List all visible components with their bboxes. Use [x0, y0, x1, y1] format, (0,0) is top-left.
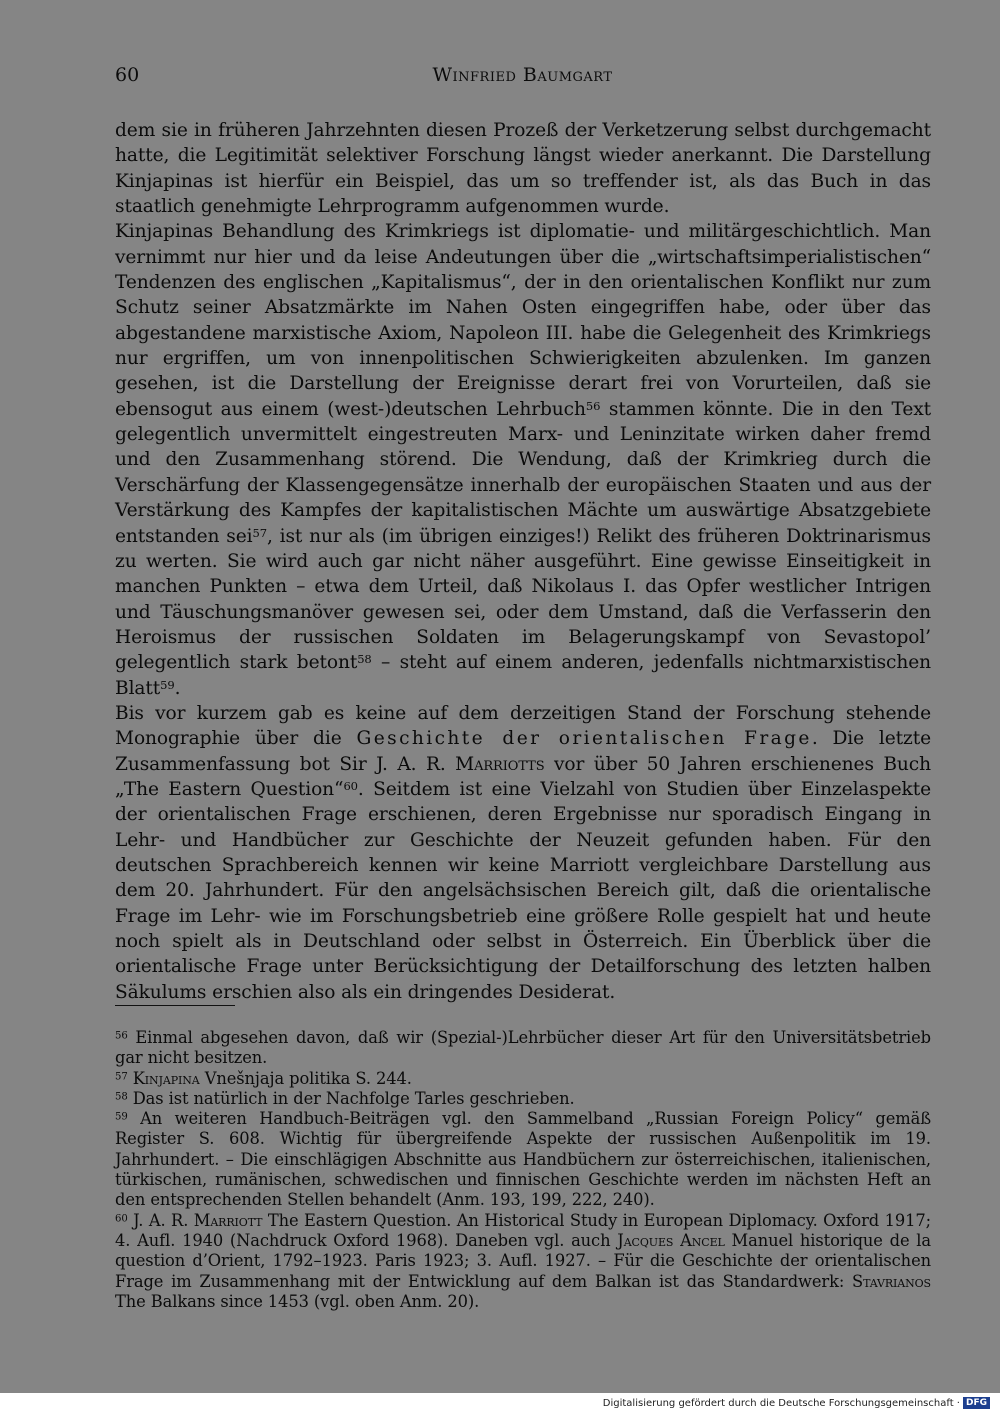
dfg-logo: DFG [963, 1397, 990, 1409]
footnote-ref-60: 60 [343, 778, 358, 793]
paragraph-2: Kinjapinas Behandlung des Krimkriegs ist diplomatie- und militärgeschichtlich. Man vernimmt nur hier und da leise Andeutungen über die „wirtschaftsimperialistischen“ Tendenzen des englischen „Kapitalismus“, der in den orientalischen Konflikt nur zum Schutz seiner Absatzmärkte im Nahen Osten eingegriffen habe, oder über das abgestandene marxistische Axiom, Napoleon III. habe die Gelegenheit des Krimkriegs nur ergriffen, um von innenpolitischen Schwierigkeiten abzulenken. Im ganzen gesehen, ist die Darstellung der Ereignisse derart frei von Vorurteilen, daß sie ebensogut aus einem (west-)deutschen Lehrbuch$^{56}$ stammen könnte. Die in den Text gelegentlich unvermittelt eingestreuten Marx- und Leninzitate wirken daher fremd und den Zusammenhang störend. Die Wendung, daß der Krimkrieg durch die Verschärfung der Klassengegensätze innerhalb der europäischen Staaten und aus der Verstärkung des Kampfes der kapitalistischen Mächte um auswärtige Absatzgebiete entstanden sei$^{57}$, ist nur als (im übrigen einziges!) Relikt des früheren Doktrinarismus zu werten. Sie wird auch gar nicht näher ausgeführt. Eine gewisse Einseitigkeit in manchen Punkten – etwa dem Urteil, daß Nikolaus I. das Opfer westlicher Intrigen und Täuschungsmanöver gewesen sei, oder dem Umstand, daß die Verfasserin den Heroismus der russischen Soldaten im Belagerungskampf von Sevastopol’ gelegentlich stark betont$^{58}$ – steht auf einem anderen, jedenfalls nichtmarxistischen Blatt$^{59}$. [115, 221, 932, 699]
footnote-59: $^{59}$ An weiteren Handbuch-Beiträgen vgl. den Sammelband „Russian Foreign Policy“ gemäß Register S. 608. Wichtig für übergreifende Aspekte der russischen Außenpolitik im 19. Jahrhundert. – Die einschlägigen Abschnitte aus Handbüchern zur österreichischen, italienischen, türkischen, rumänischen, schwedischen und finnischen Geschichte werden im nächsten Heft an den entsprechenden Stellen behandelt (Anm. 193, 199, 222, 240). [115, 1109, 931, 1210]
footnotes [115, 1028, 931, 1312]
credit-text: Digitalisierung gefördert durch die Deutsche Forschungsgemeinschaft · [602, 1397, 960, 1409]
main-text [115, 118, 931, 1005]
footnote-60: $^{60}$ J. A. R. Marriott The Eastern Question. An Historical Study in European Diplomacy. Oxford 1917; 4. Aufl. 1940 (Nachdruck Oxford 1968). Daneben vgl. auch Jacques Ancel Manuel historique de la question d’Orient, 1792–1923. Paris 1923; 3. Aufl. 1927. – Für die Geschichte der orientalischen Frage im Zusammenhang mit der Entwicklung auf dem Balkan ist das Standardwerk: Stavrianos The Balkans since 1453 (vgl. oben Anm. 20). [115, 1210, 931, 1311]
footnote-divider [115, 1005, 235, 1006]
footnote-56: $^{56}$ Einmal abgesehen davon, daß wir (Spezial-)Lehrbücher dieser Art für den Universitätsbetrieb gar nicht besitzen. [115, 1028, 931, 1068]
footnote-57: $^{57}$ Kinjapina Vnešnjaja politika S. 244. [115, 1068, 412, 1088]
page-number: 60 [115, 64, 140, 86]
spaced-emphasis: Geschichte der orientalischen Frage [356, 728, 812, 750]
footnote-ref-59: 59 [160, 677, 175, 692]
page-header [115, 64, 930, 88]
footnote-ref-57: 57 [252, 525, 267, 540]
digitization-credit [603, 1397, 990, 1409]
author-name: Marriotts [455, 753, 545, 775]
running-head: Winfried Baumgart [432, 64, 613, 86]
footnote-ref-56: 56 [585, 398, 601, 413]
footnote-58: $^{58}$ Das ist natürlich in der Nachfolge Tarles geschrieben. [115, 1088, 575, 1108]
footnote-ref-58: 58 [357, 652, 372, 667]
paragraph-1: dem sie in früheren Jahrzehnten diesen Prozeß der Verketzerung selbst durchgemacht hatte, die Legitimität selektiver Forschung längst wieder anerkannt. Die Darstellung Kinjapinas ist hierfür ein Beispiel, das um so treffender ist, als das Buch in das staatlich genehmigte Lehrprogramm aufgenommen wurde. [115, 120, 931, 218]
paragraph-3: Bis vor kurzem gab es keine auf dem derzeitigen Stand der Forschung stehende Monographie über die Geschichte der orientalischen Frage. Die letzte Zusammenfassung bot Sir J. A. R. Marriotts vor über 50 Jahren erschienenes Buch „The Eastern Question“$^{60}$. Seitdem ist eine Vielzahl von Studien über Einzelaspekte der orientalischen Frage erschienen, deren Ergebnisse nur sporadisch Eingang in Lehr- und Handbücher zur Geschichte der Neuzeit gefunden haben. Für den deutschen Sprachbereich kennen wir keine Marriott vergleichbare Darstellung aus dem 20. Jahrhundert. Für den angelsächsischen Bereich gilt, daß die orientalische Frage im Lehr- wie im Forschungsbetrieb eine größere Rolle gespielt hat und heute noch spielt als in Deutschland oder selbst in Österreich. Ein Überblick über die orientalische Frage unter Berücksichtigung der Detailforschung des letzten halben Säkulums erschien also als ein dringendes Desiderat. [115, 702, 931, 1003]
